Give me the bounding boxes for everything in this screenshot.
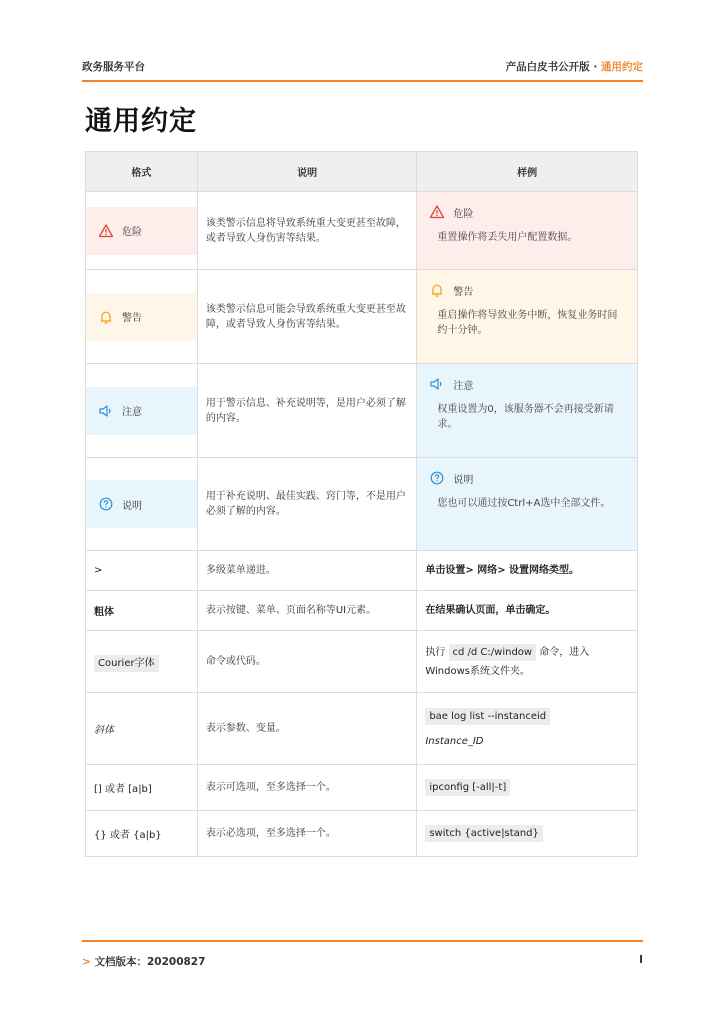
format-label: Courier字体	[94, 655, 159, 672]
description-cell: 用于警示信息、补充说明等，是用户必须了解的内容。	[197, 364, 416, 458]
info-example-box	[417, 458, 637, 550]
page-footer	[82, 940, 643, 968]
format-cell: 斜体	[86, 693, 198, 765]
table-row-note	[86, 364, 638, 458]
example-cell	[417, 631, 638, 693]
example-text: 命令，进入	[536, 646, 590, 658]
example-cell	[417, 765, 638, 811]
format-cell: {} 或者 {a|b}	[86, 811, 198, 857]
format-label: 注意	[122, 407, 142, 418]
example-body: 权重设置为0，该服务器不会再接受新请求。	[437, 404, 614, 430]
example-title: 警告	[453, 286, 474, 298]
table-row-required	[86, 811, 638, 857]
description-cell: 表示必选项，至多选择一个。	[197, 811, 416, 857]
description-cell: 用于补充说明、最佳实践、窍门等，不是用户必须了解的内容。	[197, 458, 416, 551]
info-format-box	[86, 480, 197, 528]
header-doc-name: 产品白皮书公开版 ·	[505, 61, 601, 73]
warning-format-box	[86, 293, 197, 341]
table-row-italic	[86, 693, 638, 765]
version-label: 文档版本：20200827	[94, 956, 206, 968]
example-body: 重置操作将丢失用户配置数据。	[437, 232, 578, 243]
footer-prefix: >	[82, 956, 95, 968]
question-icon	[98, 496, 114, 512]
document-version	[82, 954, 205, 969]
page-number: I	[639, 954, 643, 966]
inline-code: ipconfig [-all|-t]	[425, 779, 510, 796]
column-header-example: 样例	[417, 152, 638, 192]
inline-code: cd /d C:/window	[449, 644, 537, 661]
example-body: 重启操作将导致业务中断，恢复业务时间约十分钟。	[437, 310, 618, 336]
description-cell: 表示可选项，至多选择一个。	[197, 765, 416, 811]
danger-icon	[98, 223, 114, 239]
example-cell	[417, 192, 638, 270]
format-cell: 粗体	[86, 591, 198, 631]
example-cell	[417, 364, 638, 458]
example-text: Windows系统文件夹。	[425, 665, 530, 677]
example-cell: 在结果确认页面，单击确定。	[417, 591, 638, 631]
format-label: 说明	[122, 500, 142, 512]
format-cell	[86, 192, 198, 270]
example-variable: Instance_ID	[425, 735, 484, 747]
example-body: 您也可以通过按Ctrl+A选中全部文件。	[437, 498, 611, 509]
example-title: 注意	[453, 380, 474, 392]
table-header-row	[86, 152, 638, 192]
speaker-icon	[98, 403, 114, 419]
column-header-format: 格式	[86, 152, 198, 192]
format-cell	[86, 270, 198, 364]
page-header	[82, 58, 643, 82]
description-cell: 该类警示信息将导致系统重大变更甚至故障，或者导致人身伤害等结果。	[197, 192, 416, 270]
inline-code: bae log list --instanceid	[425, 708, 550, 725]
page-title: 通用约定	[85, 106, 197, 137]
example-title: 说明	[453, 474, 474, 486]
bell-icon	[429, 282, 445, 298]
speaker-icon	[429, 376, 445, 392]
table-row-info	[86, 458, 638, 551]
format-cell	[86, 458, 198, 551]
bell-icon	[98, 309, 114, 325]
format-cell	[86, 364, 198, 458]
conventions-table	[85, 151, 638, 857]
description-cell: 命令或代码。	[197, 631, 416, 693]
description-cell: 该类警示信息可能会导致系统重大变更甚至故障，或者导致人身伤害等结果。	[197, 270, 416, 364]
example-cell	[417, 270, 638, 364]
table-row-courier	[86, 631, 638, 693]
header-section-name: 通用约定	[601, 61, 643, 73]
question-icon	[429, 470, 445, 486]
example-text: 执行	[425, 646, 449, 658]
note-format-box	[86, 387, 197, 435]
danger-format-box	[86, 207, 197, 255]
description-cell: 多级菜单递进。	[197, 551, 416, 591]
example-cell	[417, 693, 638, 765]
format-label: 警告	[122, 313, 142, 324]
example-title: 危险	[453, 208, 474, 220]
format-label: 危险	[122, 227, 142, 238]
inline-code: switch {active|stand}	[425, 825, 543, 842]
format-cell: >	[86, 551, 198, 591]
danger-icon	[429, 204, 445, 220]
table-row-danger	[86, 192, 638, 270]
header-doc-title	[506, 59, 643, 74]
table-row-menu-path	[86, 551, 638, 591]
table-row-optional	[86, 765, 638, 811]
note-example-box	[417, 364, 637, 457]
format-cell: [] 或者 [a|b]	[86, 765, 198, 811]
example-cell	[417, 458, 638, 551]
table-row-bold	[86, 591, 638, 631]
description-cell: 表示按键、菜单、页面名称等UI元素。	[197, 591, 416, 631]
description-cell: 表示参数、变量。	[197, 693, 416, 765]
table-row-warning	[86, 270, 638, 364]
example-cell	[417, 811, 638, 857]
warning-example-box	[417, 270, 637, 363]
example-cell: 单击设置> 网络> 设置网络类型。	[417, 551, 638, 591]
danger-example-box	[417, 192, 637, 269]
format-cell	[86, 631, 198, 693]
header-platform-name: 政务服务平台	[82, 61, 145, 73]
column-header-description: 说明	[197, 152, 416, 192]
